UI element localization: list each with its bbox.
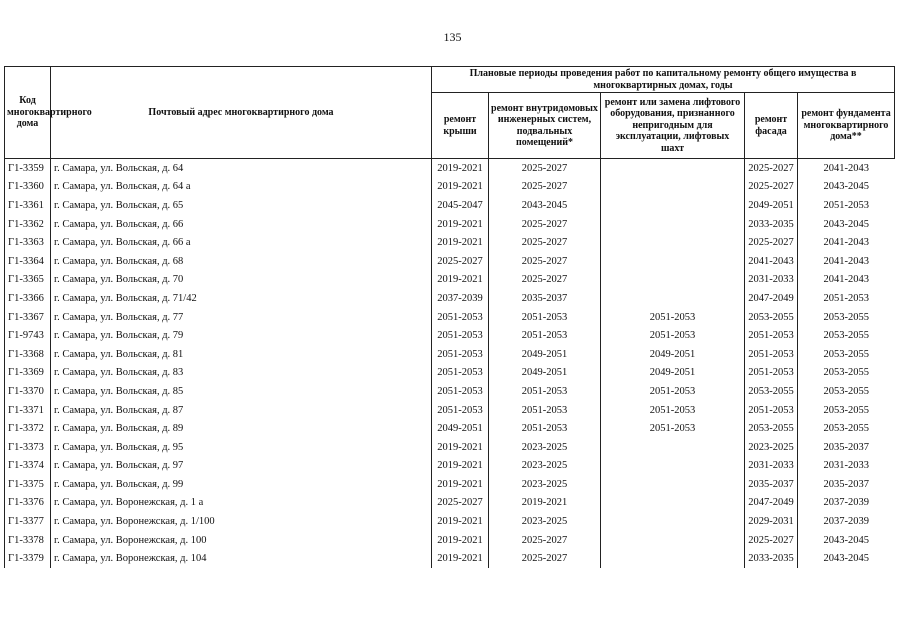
cell-address: г. Самара, ул. Вольская, д. 64 а bbox=[51, 178, 432, 197]
cell-lift bbox=[601, 271, 745, 290]
cell-systems: 2051-2053 bbox=[489, 326, 601, 345]
cell-code: Г1-3369 bbox=[5, 364, 51, 383]
cell-roof: 2025-2027 bbox=[432, 252, 489, 271]
cell-lift bbox=[601, 178, 745, 197]
cell-systems: 2051-2053 bbox=[489, 419, 601, 438]
cell-roof: 2019-2021 bbox=[432, 531, 489, 550]
table-row bbox=[5, 512, 895, 531]
header-roof: ремонт крыши bbox=[432, 93, 489, 159]
table-row bbox=[5, 475, 895, 494]
table-row bbox=[5, 345, 895, 364]
cell-address: г. Самара, ул. Вольская, д. 97 bbox=[51, 457, 432, 476]
cell-lift bbox=[601, 549, 745, 568]
cell-foundation: 2043-2045 bbox=[798, 549, 895, 568]
cell-code: Г1-3371 bbox=[5, 401, 51, 420]
cell-facade: 2025-2027 bbox=[745, 233, 798, 252]
cell-roof: 2051-2053 bbox=[432, 345, 489, 364]
cell-code: Г1-3365 bbox=[5, 271, 51, 290]
cell-lift bbox=[601, 159, 745, 178]
cell-systems: 2023-2025 bbox=[489, 512, 601, 531]
table-header bbox=[5, 67, 895, 159]
header-systems: ремонт внутридомовых инженерных систем, подвальных помещений* bbox=[489, 93, 601, 159]
cell-foundation: 2053-2055 bbox=[798, 364, 895, 383]
cell-systems: 2051-2053 bbox=[489, 308, 601, 327]
cell-facade: 2031-2033 bbox=[745, 457, 798, 476]
cell-foundation: 2053-2055 bbox=[798, 419, 895, 438]
header-periods-group: Плановые периоды проведения работ по капитальному ремонту общего имущества в многоквартирных домах, годы bbox=[432, 67, 895, 93]
cell-facade: 2033-2035 bbox=[745, 215, 798, 234]
table-row bbox=[5, 549, 895, 568]
cell-foundation: 2041-2043 bbox=[798, 159, 895, 178]
cell-code: Г1-3359 bbox=[5, 159, 51, 178]
table-row bbox=[5, 494, 895, 513]
cell-code: Г1-3361 bbox=[5, 196, 51, 215]
table-row bbox=[5, 215, 895, 234]
cell-facade: 2035-2037 bbox=[745, 475, 798, 494]
table-row bbox=[5, 196, 895, 215]
cell-code: Г1-3360 bbox=[5, 178, 51, 197]
cell-roof: 2051-2053 bbox=[432, 308, 489, 327]
cell-code: Г1-3379 bbox=[5, 549, 51, 568]
cell-facade: 2051-2053 bbox=[745, 364, 798, 383]
cell-lift: 2049-2051 bbox=[601, 345, 745, 364]
table-row bbox=[5, 252, 895, 271]
cell-lift bbox=[601, 457, 745, 476]
cell-systems: 2023-2025 bbox=[489, 438, 601, 457]
cell-code: Г1-3375 bbox=[5, 475, 51, 494]
table-row bbox=[5, 382, 895, 401]
cell-roof: 2019-2021 bbox=[432, 178, 489, 197]
cell-lift bbox=[601, 196, 745, 215]
cell-lift bbox=[601, 233, 745, 252]
cell-lift bbox=[601, 215, 745, 234]
cell-foundation: 2053-2055 bbox=[798, 382, 895, 401]
cell-foundation: 2051-2053 bbox=[798, 289, 895, 308]
cell-facade: 2025-2027 bbox=[745, 531, 798, 550]
cell-code: Г1-3372 bbox=[5, 419, 51, 438]
cell-systems: 2025-2027 bbox=[489, 271, 601, 290]
table-row bbox=[5, 401, 895, 420]
cell-facade: 2029-2031 bbox=[745, 512, 798, 531]
cell-systems: 2023-2025 bbox=[489, 475, 601, 494]
cell-roof: 2051-2053 bbox=[432, 382, 489, 401]
cell-roof: 2051-2053 bbox=[432, 364, 489, 383]
header-lift: ремонт или замена лифтового оборудования, признанного непригодным для эксплуатации, лифтовых шахт bbox=[601, 93, 745, 159]
cell-facade: 2053-2055 bbox=[745, 419, 798, 438]
cell-facade: 2025-2027 bbox=[745, 178, 798, 197]
cell-roof: 2019-2021 bbox=[432, 233, 489, 252]
cell-lift: 2049-2051 bbox=[601, 364, 745, 383]
cell-address: г. Самара, ул. Воронежская, д. 100 bbox=[51, 531, 432, 550]
table-row bbox=[5, 326, 895, 345]
cell-address: г. Самара, ул. Вольская, д. 68 bbox=[51, 252, 432, 271]
cell-systems: 2019-2021 bbox=[489, 494, 601, 513]
cell-code: Г1-3367 bbox=[5, 308, 51, 327]
cell-facade: 2051-2053 bbox=[745, 401, 798, 420]
cell-code: Г1-9743 bbox=[5, 326, 51, 345]
cell-lift bbox=[601, 475, 745, 494]
cell-address: г. Самара, ул. Воронежская, д. 1/100 bbox=[51, 512, 432, 531]
cell-code: Г1-3377 bbox=[5, 512, 51, 531]
table-row bbox=[5, 531, 895, 550]
cell-foundation: 2051-2053 bbox=[798, 196, 895, 215]
cell-systems: 2043-2045 bbox=[489, 196, 601, 215]
cell-address: г. Самара, ул. Вольская, д. 66 а bbox=[51, 233, 432, 252]
cell-foundation: 2041-2043 bbox=[798, 233, 895, 252]
cell-facade: 2049-2051 bbox=[745, 196, 798, 215]
cell-facade: 2051-2053 bbox=[745, 326, 798, 345]
cell-roof: 2019-2021 bbox=[432, 159, 489, 178]
cell-roof: 2037-2039 bbox=[432, 289, 489, 308]
cell-lift: 2051-2053 bbox=[601, 326, 745, 345]
cell-address: г. Самара, ул. Вольская, д. 87 bbox=[51, 401, 432, 420]
cell-lift: 2051-2053 bbox=[601, 401, 745, 420]
cell-code: Г1-3370 bbox=[5, 382, 51, 401]
cell-foundation: 2053-2055 bbox=[798, 308, 895, 327]
cell-roof: 2019-2021 bbox=[432, 512, 489, 531]
table-row bbox=[5, 419, 895, 438]
cell-lift bbox=[601, 438, 745, 457]
cell-facade: 2053-2055 bbox=[745, 382, 798, 401]
header-facade: ремонт фасада bbox=[745, 93, 798, 159]
cell-roof: 2019-2021 bbox=[432, 438, 489, 457]
cell-foundation: 2037-2039 bbox=[798, 512, 895, 531]
cell-address: г. Самара, ул. Воронежская, д. 104 bbox=[51, 549, 432, 568]
cell-facade: 2023-2025 bbox=[745, 438, 798, 457]
cell-code: Г1-3373 bbox=[5, 438, 51, 457]
cell-facade: 2047-2049 bbox=[745, 494, 798, 513]
cell-foundation: 2043-2045 bbox=[798, 178, 895, 197]
cell-systems: 2049-2051 bbox=[489, 345, 601, 364]
cell-foundation: 2041-2043 bbox=[798, 271, 895, 290]
table-row bbox=[5, 271, 895, 290]
table-row bbox=[5, 233, 895, 252]
cell-lift bbox=[601, 252, 745, 271]
cell-roof: 2019-2021 bbox=[432, 457, 489, 476]
cell-code: Г1-3364 bbox=[5, 252, 51, 271]
table-row bbox=[5, 159, 895, 178]
cell-lift: 2051-2053 bbox=[601, 308, 745, 327]
table-row bbox=[5, 178, 895, 197]
header-foundation: ремонт фундамента многоквартирного дома** bbox=[798, 93, 895, 159]
cell-address: г. Самара, ул. Вольская, д. 70 bbox=[51, 271, 432, 290]
cell-foundation: 2053-2055 bbox=[798, 345, 895, 364]
cell-address: г. Самара, ул. Вольская, д. 71/42 bbox=[51, 289, 432, 308]
cell-code: Г1-3374 bbox=[5, 457, 51, 476]
cell-address: г. Самара, ул. Воронежская, д. 1 а bbox=[51, 494, 432, 513]
cell-code: Г1-3378 bbox=[5, 531, 51, 550]
cell-systems: 2049-2051 bbox=[489, 364, 601, 383]
cell-foundation: 2043-2045 bbox=[798, 215, 895, 234]
cell-systems: 2025-2027 bbox=[489, 252, 601, 271]
cell-roof: 2045-2047 bbox=[432, 196, 489, 215]
table-row bbox=[5, 289, 895, 308]
cell-lift: 2051-2053 bbox=[601, 382, 745, 401]
cell-facade: 2053-2055 bbox=[745, 308, 798, 327]
cell-systems: 2025-2027 bbox=[489, 159, 601, 178]
cell-code: Г1-3363 bbox=[5, 233, 51, 252]
cell-roof: 2019-2021 bbox=[432, 271, 489, 290]
cell-systems: 2023-2025 bbox=[489, 457, 601, 476]
cell-lift bbox=[601, 289, 745, 308]
cell-foundation: 2035-2037 bbox=[798, 475, 895, 494]
table-row bbox=[5, 308, 895, 327]
cell-roof: 2019-2021 bbox=[432, 475, 489, 494]
cell-address: г. Самара, ул. Вольская, д. 66 bbox=[51, 215, 432, 234]
cell-code: Г1-3366 bbox=[5, 289, 51, 308]
cell-roof: 2051-2053 bbox=[432, 401, 489, 420]
table-row bbox=[5, 364, 895, 383]
cell-lift: 2051-2053 bbox=[601, 419, 745, 438]
header-address: Почтовый адрес многоквартирного дома bbox=[51, 67, 432, 159]
cell-foundation: 2053-2055 bbox=[798, 401, 895, 420]
cell-systems: 2025-2027 bbox=[489, 549, 601, 568]
cell-foundation: 2053-2055 bbox=[798, 326, 895, 345]
cell-roof: 2019-2021 bbox=[432, 549, 489, 568]
cell-address: г. Самара, ул. Вольская, д. 83 bbox=[51, 364, 432, 383]
cell-facade: 2033-2035 bbox=[745, 549, 798, 568]
cell-address: г. Самара, ул. Вольская, д. 64 bbox=[51, 159, 432, 178]
cell-systems: 2025-2027 bbox=[489, 178, 601, 197]
cell-address: г. Самара, ул. Вольская, д. 81 bbox=[51, 345, 432, 364]
cell-foundation: 2041-2043 bbox=[798, 252, 895, 271]
table-row bbox=[5, 457, 895, 476]
table-row bbox=[5, 438, 895, 457]
cell-facade: 2047-2049 bbox=[745, 289, 798, 308]
cell-address: г. Самара, ул. Вольская, д. 95 bbox=[51, 438, 432, 457]
cell-code: Г1-3362 bbox=[5, 215, 51, 234]
cell-lift bbox=[601, 531, 745, 550]
cell-lift bbox=[601, 512, 745, 531]
cell-facade: 2051-2053 bbox=[745, 345, 798, 364]
repair-schedule-table bbox=[4, 66, 895, 568]
cell-roof: 2049-2051 bbox=[432, 419, 489, 438]
page-number: 135 bbox=[443, 30, 462, 44]
cell-systems: 2025-2027 bbox=[489, 531, 601, 550]
cell-foundation: 2031-2033 bbox=[798, 457, 895, 476]
cell-roof: 2051-2053 bbox=[432, 326, 489, 345]
cell-systems: 2025-2027 bbox=[489, 215, 601, 234]
cell-address: г. Самара, ул. Вольская, д. 89 bbox=[51, 419, 432, 438]
table-body bbox=[5, 159, 895, 569]
cell-systems: 2035-2037 bbox=[489, 289, 601, 308]
header-code: Код многоквартирного дома bbox=[5, 67, 51, 159]
cell-roof: 2025-2027 bbox=[432, 494, 489, 513]
cell-roof: 2019-2021 bbox=[432, 215, 489, 234]
cell-address: г. Самара, ул. Вольская, д. 99 bbox=[51, 475, 432, 494]
cell-systems: 2051-2053 bbox=[489, 382, 601, 401]
cell-facade: 2031-2033 bbox=[745, 271, 798, 290]
cell-address: г. Самара, ул. Вольская, д. 65 bbox=[51, 196, 432, 215]
cell-address: г. Самара, ул. Вольская, д. 85 bbox=[51, 382, 432, 401]
cell-address: г. Самара, ул. Вольская, д. 77 bbox=[51, 308, 432, 327]
cell-facade: 2025-2027 bbox=[745, 159, 798, 178]
cell-systems: 2051-2053 bbox=[489, 401, 601, 420]
cell-systems: 2025-2027 bbox=[489, 233, 601, 252]
cell-foundation: 2043-2045 bbox=[798, 531, 895, 550]
cell-facade: 2041-2043 bbox=[745, 252, 798, 271]
cell-foundation: 2037-2039 bbox=[798, 494, 895, 513]
cell-code: Г1-3368 bbox=[5, 345, 51, 364]
cell-lift bbox=[601, 494, 745, 513]
cell-address: г. Самара, ул. Вольская, д. 79 bbox=[51, 326, 432, 345]
cell-foundation: 2035-2037 bbox=[798, 438, 895, 457]
cell-code: Г1-3376 bbox=[5, 494, 51, 513]
